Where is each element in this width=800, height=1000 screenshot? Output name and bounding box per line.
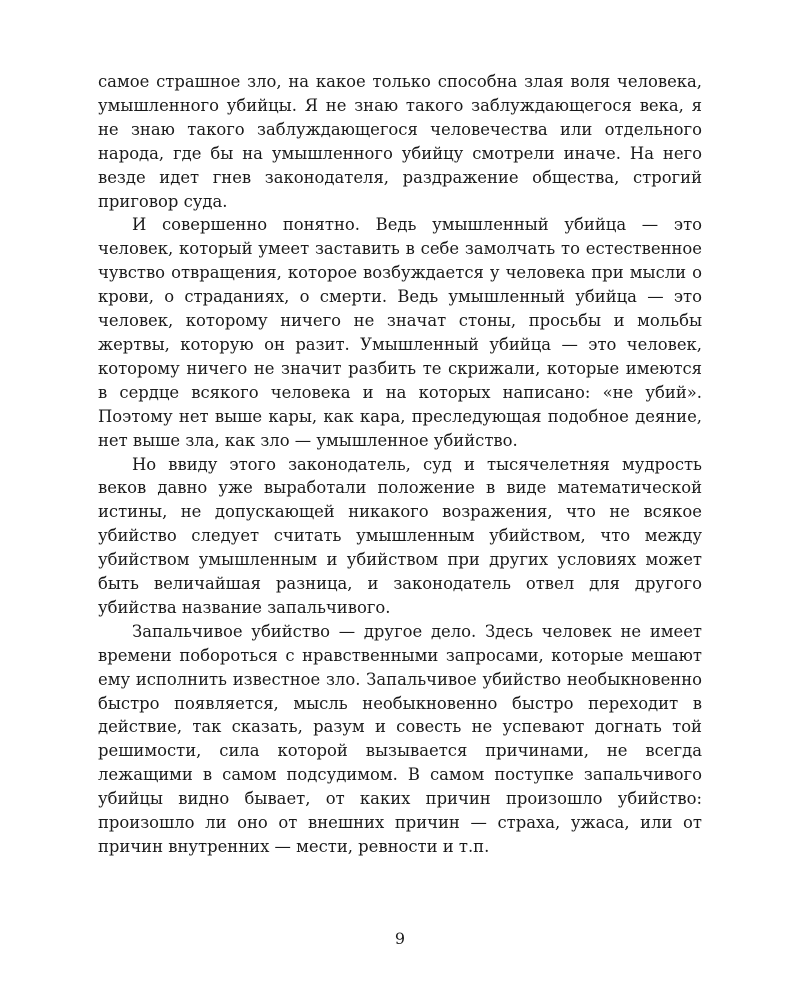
paragraph-2: И совершенно понятно. Ведь умышленный убийца — это человек, который умеет заставить в себе замолчать то естественное чувство отвращения, которое возбуждается у человека при мысли о крови, о страданиях, о смерти. Ведь умышленный убийца — это человек, которому ничего не значат стоны, просьбы и мольбы жертвы, которую он разит. Умышленный убийца — это человек, которому ничего не значит разбить те скрижали, которые имеются в сердце всякого человека и на которых написано: «не убий». Поэтому нет выше кары, как кара, преследующая подобное деяние, нет выше зла, как зло — умышленное убийство.: [98, 215, 702, 450]
paragraph-1: самое страшное зло, на какое только способна злая воля человека, умышленного убийцы. Я не знаю такого заблуждающегося века, я не знаю такого заблуждающегося человечества или отдельного народа, где бы на умышленного убийцу смотрели иначе. На него везде идет гнев законодателя, раздражение общества, строгий приговор суда.: [98, 72, 702, 211]
page-text: [98, 70, 702, 859]
paragraph-3: Но ввиду этого законодатель, суд и тысячелетняя мудрость веков давно уже выработали положение в виде математической истины, не допускающей никакого возражения, что не всякое убийство следует считать умышленным убийством, что между убийством умышленным и убийством при других условиях может быть величайшая разница, и законодатель отвел для другого убийства название запальчивого.: [98, 454, 702, 617]
paragraph-4: Запальчивое убийство — другое дело. Здесь человек не имеет времени побороться с нравственными запросами, которые мешают ему исполнить известное зло. Запальчивое убийство необыкновенно быстро появляется, мысль необыкновенно быстро переходит в действие, так сказать, разум и совесть не успевают догнать той решимости, сила которой вызывается причинами, не всегда лежащими в самом подсудимом. В самом поступке запальчивого убийцы видно бывает, от каких причин произошло убийство: произошло ли оно от внешних причин — страха, ужаса, или от причин внутренних — мести, ревности и т.п.: [98, 621, 702, 856]
page-number: 9: [394, 929, 406, 948]
